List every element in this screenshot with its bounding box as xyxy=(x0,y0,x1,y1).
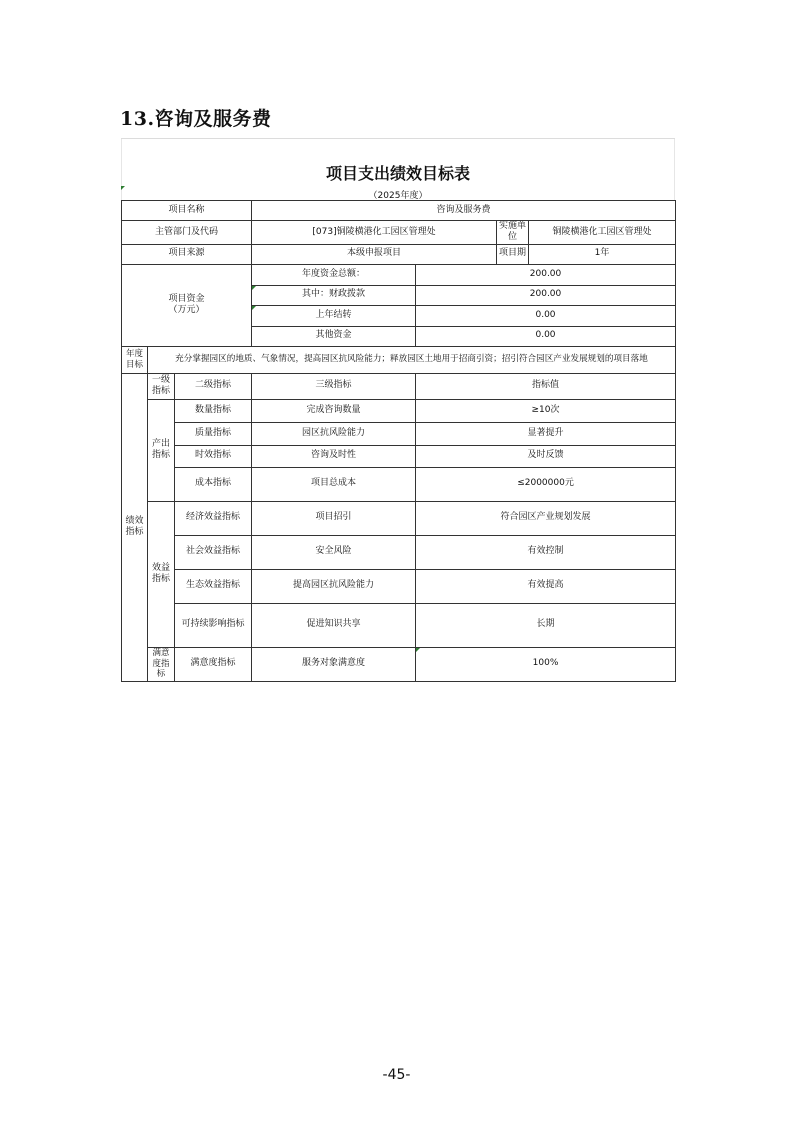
value-cell: 符合园区产业规划发展 xyxy=(416,501,676,535)
level3-cell: 促进知识共享 xyxy=(252,603,416,647)
source-label: 项目来源 xyxy=(122,244,252,264)
project-name-label: 项目名称 xyxy=(122,201,252,221)
funds-label-line-1: 项目资金 xyxy=(168,293,205,304)
fund-label xyxy=(252,305,416,326)
level3-cell: 项目总成本 xyxy=(252,467,416,501)
section-title: 13.咨询及服务费 xyxy=(120,108,272,130)
level2-cell: 时效指标 xyxy=(175,445,252,467)
annual-goal-label: 年度目标 xyxy=(122,346,148,373)
funds-row xyxy=(122,264,676,285)
fund-value: 0.00 xyxy=(416,326,676,346)
level2-cell: 经济效益指标 xyxy=(175,501,252,535)
level3-cell: 项目招引 xyxy=(252,501,416,535)
fund-value: 200.00 xyxy=(416,264,676,285)
project-name-row xyxy=(122,201,676,221)
fund-label: 年度资金总额： xyxy=(252,264,416,285)
performance-indicator-label: 绩效指标 xyxy=(122,373,148,681)
performance-table xyxy=(121,200,676,682)
department-label: 主管部门及代码 xyxy=(122,221,252,245)
effect-category: 效益指标 xyxy=(148,501,175,647)
output-category: 产出指标 xyxy=(148,399,175,501)
implementing-unit-value: 铜陵横港化工园区管理处 xyxy=(529,221,676,245)
fund-label xyxy=(252,285,416,305)
level3-cell: 安全风险 xyxy=(252,535,416,569)
table-title-area xyxy=(121,138,675,201)
fund-label-text: 其中：财政拨款 xyxy=(301,289,365,300)
indicator-header-row xyxy=(122,373,676,399)
level2-cell: 生态效益指标 xyxy=(175,569,252,603)
performance-sheet xyxy=(121,138,675,678)
level3-cell: 服务对象满意度 xyxy=(252,647,416,681)
level2-cell: 数量指标 xyxy=(175,399,252,422)
source-value: 本级申报项目 xyxy=(252,244,497,264)
header-level2: 二级指标 xyxy=(175,373,252,399)
satisfaction-row xyxy=(122,647,676,681)
value-cell: ≥10次 xyxy=(416,399,676,422)
output-row xyxy=(122,422,676,445)
value-cell: 有效提高 xyxy=(416,569,676,603)
value-text: 100% xyxy=(532,658,559,669)
level2-cell: 成本指标 xyxy=(175,467,252,501)
table-year: （2025年度） xyxy=(368,191,428,201)
effect-row xyxy=(122,501,676,535)
level3-cell: 咨询及时性 xyxy=(252,445,416,467)
implementing-unit-label: 实施单位 xyxy=(497,221,529,245)
page-number: -45- xyxy=(382,1067,411,1083)
level3-cell: 提高园区抗风险能力 xyxy=(252,569,416,603)
table-title: 项目支出绩效目标表 xyxy=(325,164,470,183)
level2-cell: 满意度指标 xyxy=(175,647,252,681)
annual-goal-text: 充分掌握园区的地质、气象情况，提高园区抗风险能力；释放园区土地用于招商引资；招引符合园区产业发展规划的项目落地 xyxy=(148,346,676,373)
value-cell: 及时反馈 xyxy=(416,445,676,467)
funds-label xyxy=(122,264,252,346)
period-value: 1年 xyxy=(529,244,676,264)
value-cell: ≤2000000元 xyxy=(416,467,676,501)
department-value: [073]铜陵横港化工园区管理处 xyxy=(252,221,497,245)
level3-cell: 完成咨询数量 xyxy=(252,399,416,422)
header-level3: 三级指标 xyxy=(252,373,416,399)
effect-row xyxy=(122,535,676,569)
department-row xyxy=(122,221,676,245)
annual-goal-row xyxy=(122,346,676,373)
fund-label-text: 上年结转 xyxy=(315,309,352,320)
output-row xyxy=(122,445,676,467)
value-cell xyxy=(416,647,676,681)
level2-cell: 社会效益指标 xyxy=(175,535,252,569)
funds-label-line-2: （万元） xyxy=(168,305,205,315)
effect-row xyxy=(122,569,676,603)
level2-cell: 质量指标 xyxy=(175,422,252,445)
value-cell: 长期 xyxy=(416,603,676,647)
value-cell: 有效控制 xyxy=(416,535,676,569)
output-row xyxy=(122,467,676,501)
satisfaction-category: 满意度指标 xyxy=(148,647,175,681)
level2-cell: 可持续影响指标 xyxy=(175,603,252,647)
source-row xyxy=(122,244,676,264)
fund-value: 0.00 xyxy=(416,305,676,326)
fund-label: 其他资金 xyxy=(252,326,416,346)
output-row xyxy=(122,399,676,422)
header-value: 指标值 xyxy=(416,373,676,399)
project-name-value: 咨询及服务费 xyxy=(252,201,676,221)
period-label: 项目期 xyxy=(497,244,529,264)
level3-cell: 园区抗风险能力 xyxy=(252,422,416,445)
fund-value: 200.00 xyxy=(416,285,676,305)
effect-row xyxy=(122,603,676,647)
header-level1: 一级指标 xyxy=(148,373,175,399)
value-cell: 显著提升 xyxy=(416,422,676,445)
